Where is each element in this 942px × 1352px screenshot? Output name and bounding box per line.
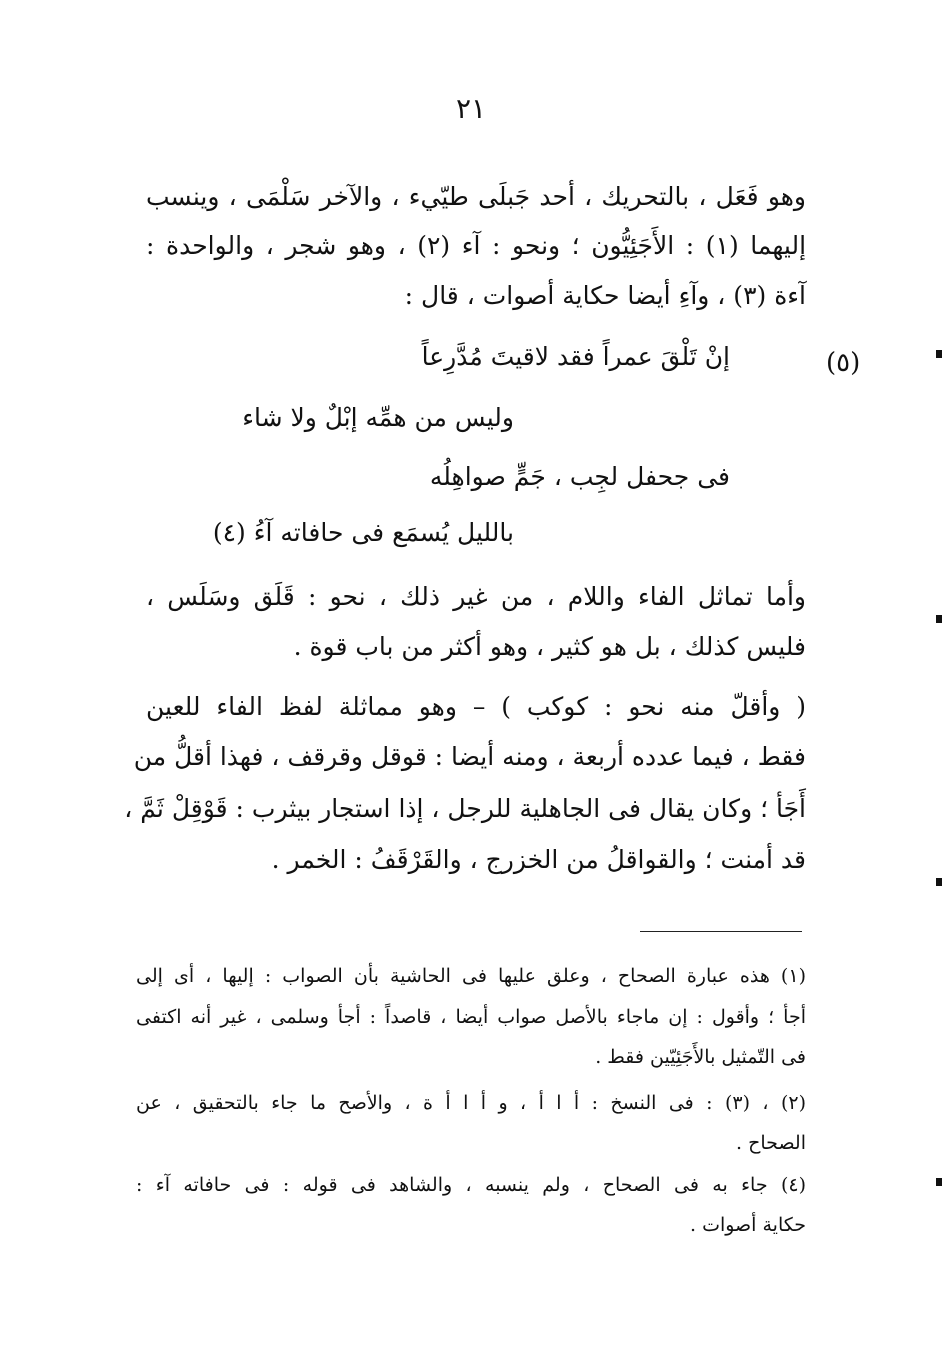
- footnote-line: (٢) ، (٣) : فى النسخ : أ ا أ ، و أ ا أ ة ، والأصح ما جاء بالتحقيق ، عن: [136, 1092, 806, 1114]
- body-line: فليس كذلك ، بل هو كثير ، وهو أكثر من باب قوة .: [293, 632, 806, 661]
- body-line: قد أمنت ؛ والقواقلُ من الخزرج ، والقَرْقَفُ : الخمر .: [271, 845, 806, 874]
- verse-line: إنْ تَلْقَ عمراً فقد لاقيتَ مُدَّرِعاً: [421, 342, 730, 371]
- body-line: إليهما (١) : الأَجَئِيُّون ؛ ونحو : آء (٢) ، وهو شجر ، والواحدة :: [146, 231, 807, 260]
- page-number: ٢١: [455, 92, 487, 125]
- scan-edge-mark: [936, 350, 942, 358]
- footnote-line: حكاية أصوات .: [689, 1214, 806, 1236]
- body-line: أَجَأ ؛ وكان يقال فى الجاهلية للرجل ، إذا استجار بيثرب : قَوْقِلْ ثَمَّ ،: [124, 794, 806, 823]
- verse-line: وليس من همِّه إبْلٌ ولا شاء: [242, 403, 514, 432]
- footnote-line: (١) هذه عبارة الصحاح ، وعلق عليها فى الحاشية بأن الصواب : إليها ، أى إلى: [136, 965, 806, 987]
- footnote-line: (٤) جاء به فى الصحاح ، ولم ينسبه ، والشاهد فى قوله : فى حافاته آء :: [136, 1174, 806, 1196]
- scan-edge-mark: [936, 878, 942, 886]
- scan-edge-mark: [936, 615, 942, 623]
- verse-line: فى جحفل لجِب ، جَمٍّ صواهِلُه: [429, 462, 730, 491]
- body-line: فقط ، فيما عدده أربعة ، ومنه أيضا : قوقل وقرقف ، فهذا أقلُّ من: [133, 742, 806, 771]
- body-line: ( وأقلّ منه نحو : كوكب ) – وهو مماثلة لفظ الفاء للعين: [146, 692, 806, 721]
- footnote-line: فى التّمثيل بالأَجَئِيّين فقط .: [595, 1046, 806, 1068]
- body-line: وأما تماثل الفاء واللام ، من غير ذلك ، نحو : قَلَق وسَلَس ،: [146, 582, 806, 611]
- scan-edge-mark: [936, 1178, 942, 1186]
- body-line: وهو فَعَل ، بالتحريك ، أحد جَبلَى طيّيء ، والآخر سَلْمَى ، وينسب: [146, 182, 806, 211]
- verse-line: بالليل يُسمَع فى حافاته آءُ (٤): [212, 518, 514, 547]
- body-line: آءة (٣) ، وآءِ أيضا حكاية أصوات ، قال :: [404, 281, 806, 310]
- footnote-line: أجأ ؛ وأقول : إن ماجاء بالأصل صواب أيضا ، قاصداً : أجأ وسلمى ، غير أنه اكتفى: [136, 1006, 806, 1028]
- footnote-separator: [640, 931, 802, 932]
- footnote-line: الصحاح .: [736, 1132, 806, 1154]
- poem-number: (٥): [826, 348, 861, 378]
